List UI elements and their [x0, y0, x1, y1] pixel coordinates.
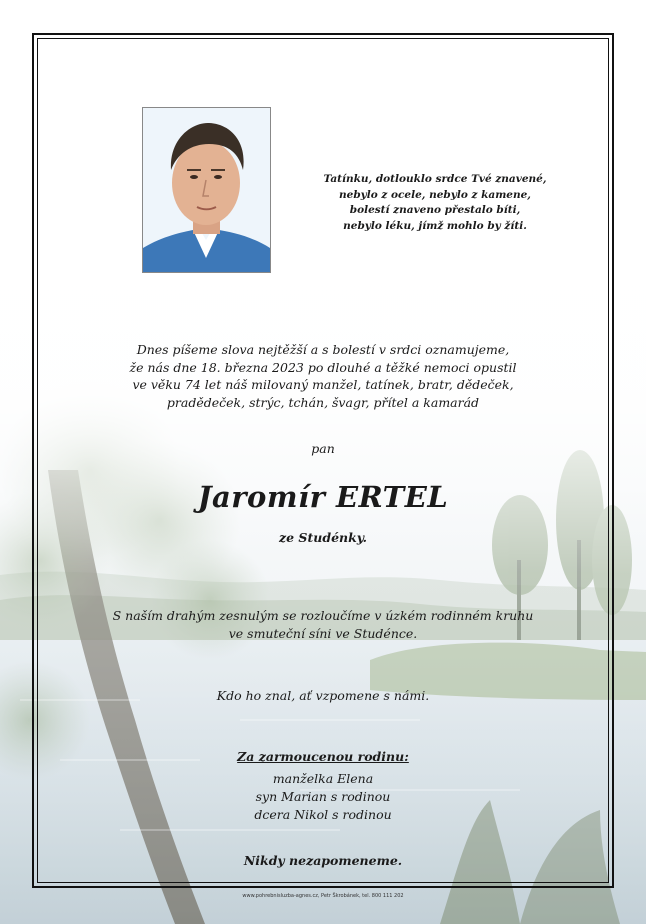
death-announcement [90, 341, 556, 411]
family-member: dcera Nikol s rodinou [254, 807, 392, 822]
farewell-notice [90, 607, 556, 642]
remembrance-invitation: Kdo ho znal, ať vzpomene s námi. [216, 688, 430, 703]
memorial-poem [300, 172, 570, 234]
poem-line: bolestí znaveno přestalo bíti, [349, 204, 521, 216]
farewell-line: S naším drahým zesnulým se rozloučíme v úzkém rodinném kruhu [112, 608, 534, 623]
family-members-list [180, 770, 466, 824]
deceased-origin: ze Studénky. [279, 530, 367, 545]
announcement-line: ve věku 74 let náš milovaný manžel, tatínek, bratr, dědeček, [132, 377, 514, 392]
family-member: syn Marian s rodinou [255, 789, 391, 804]
honorific: pan [311, 441, 335, 456]
announcement-line: pradědeček, strýc, tchán, švagr, přítel a kamarád [166, 394, 480, 410]
family-member: manželka Elena [272, 771, 374, 786]
poem-line: nebylo z ocele, nebylo z kamene, [339, 188, 531, 201]
closing-line: Nikdy nezapomeneme. [243, 853, 403, 868]
portrait-photo [142, 107, 271, 273]
announcement-line: Dnes píšeme slova nejtěžší a s bolestí v srdci oznamujeme, [136, 342, 510, 357]
farewell-line: ve smuteční síni ve Studénce. [228, 625, 418, 641]
poem-line: Tatínku, dotlouklo srdce Tvé znavené, [323, 173, 547, 185]
deceased-name: Jaromír ERTEL [197, 480, 449, 514]
funeral-service-footer: www.pohrebnisluzba-agnes.cz, Petr Škrobánek, tel. 800 111 202 [242, 893, 404, 899]
announcement-line: že nás dne 18. března 2023 po dlouhé a těžké nemoci opustil [129, 359, 517, 375]
poem-line: nebylo léku, jímž mohlo by žíti. [343, 219, 527, 232]
family-heading: Za zarmoucenou rodinu: [237, 749, 409, 764]
